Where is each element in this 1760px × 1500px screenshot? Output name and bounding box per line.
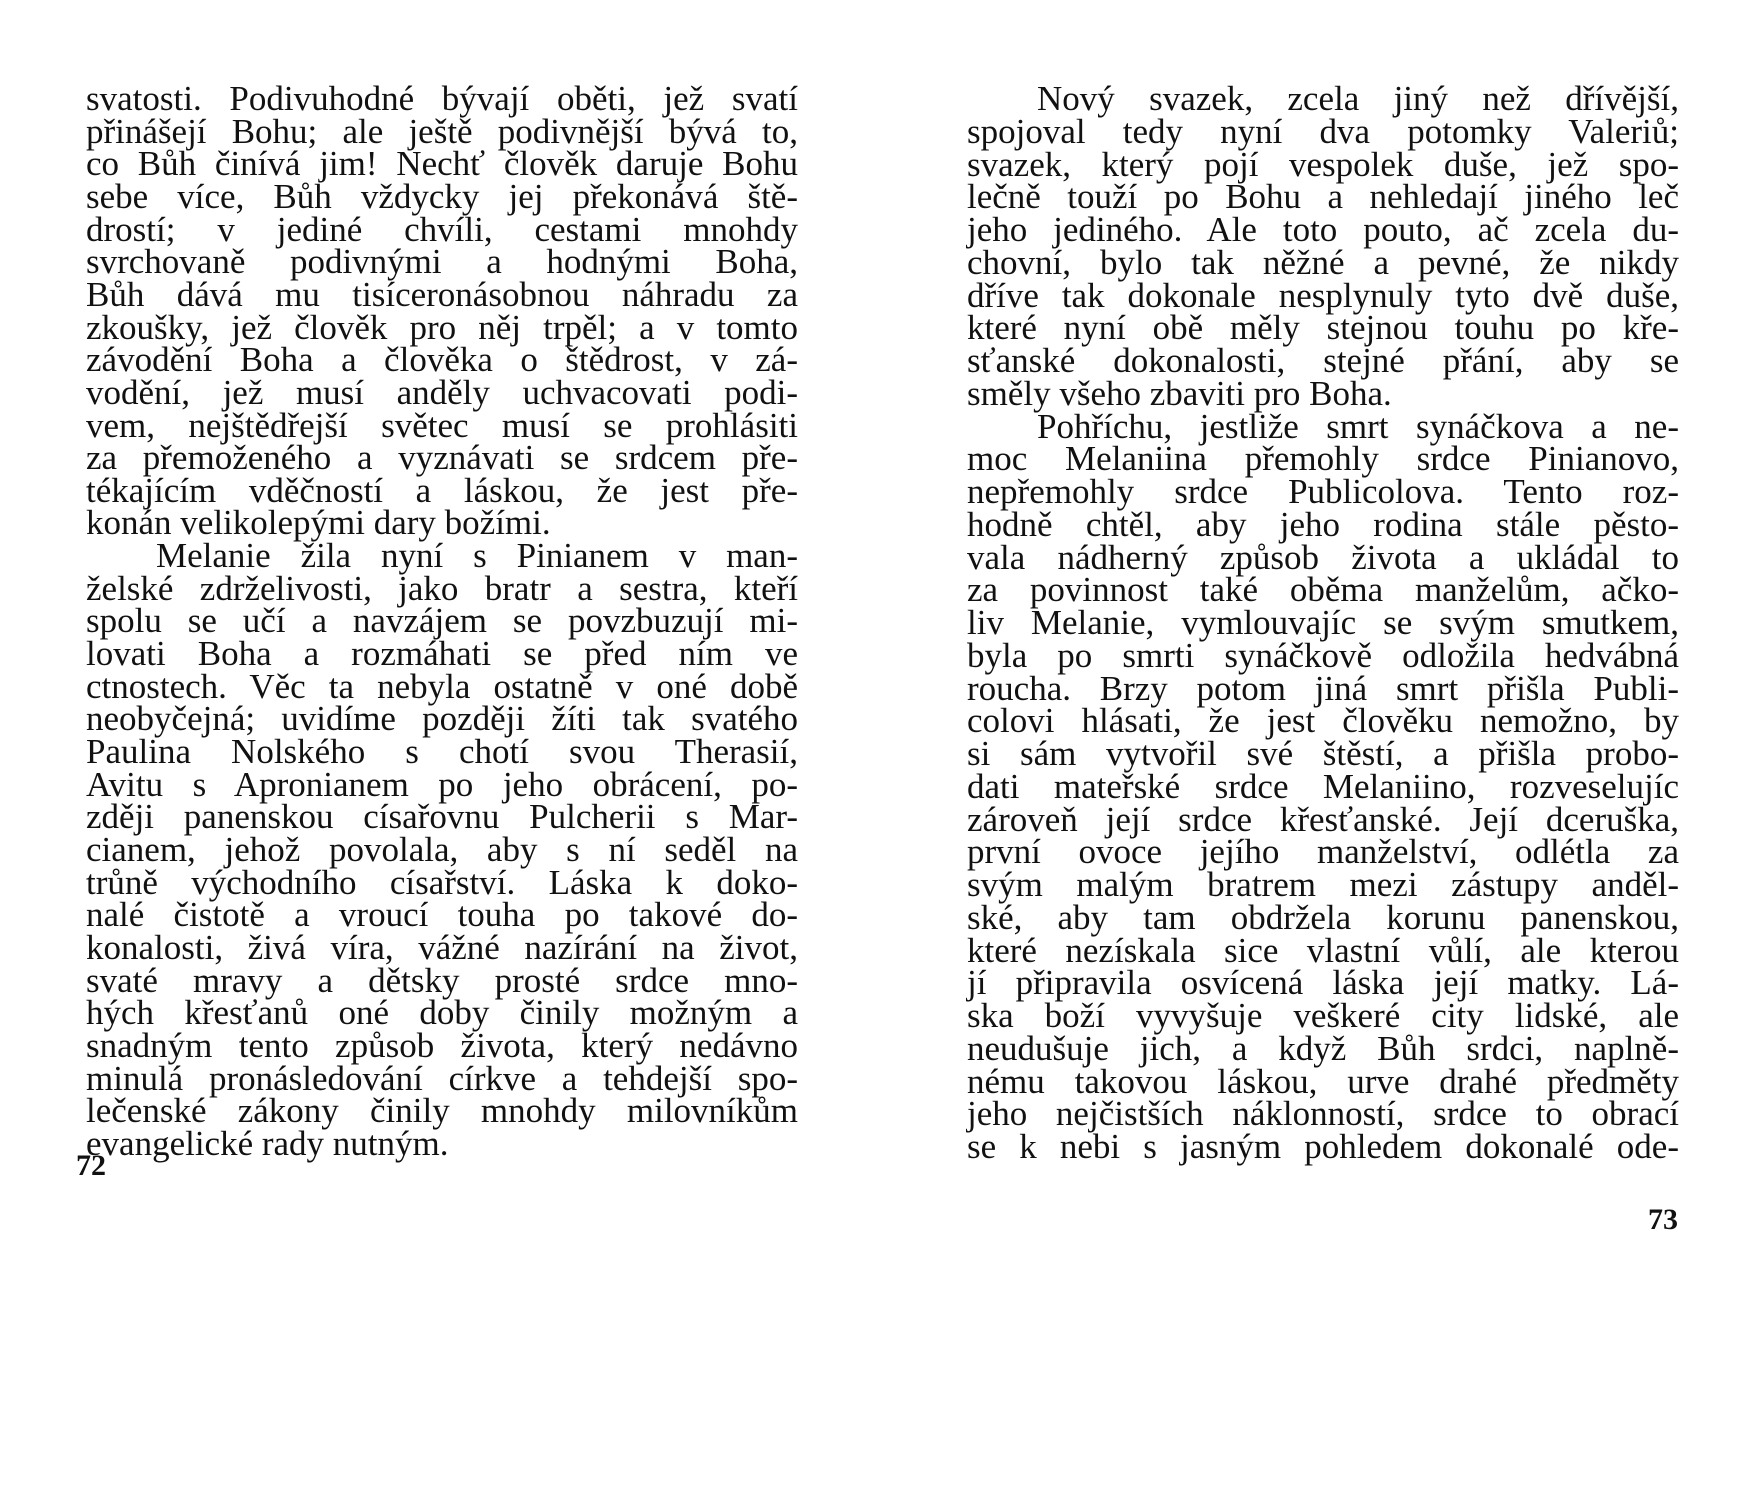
right-page-line: Pohříchu, jestliže smrt synáčkova a ne-: [1037, 406, 1679, 446]
right-page-line: ské, aby tam obdržela korunu panenskou,: [967, 897, 1679, 937]
right-page-line: se k nebi s jasným pohledem dokonalé ode-: [967, 1127, 1679, 1166]
right-page-line: neudušuje jich, a když Bůh srdci, naplně-: [967, 1028, 1679, 1068]
right-page-line: moc Melaniina přemohly srdce Pinianovo,: [967, 439, 1679, 479]
left-page-line: cianem, jehož povolala, aby s ní seděl na: [86, 829, 798, 869]
left-page-line: vodění, jež musí anděly uchvacovati podi-: [86, 372, 798, 412]
left-page-line: evangelické rady nutným.: [86, 1123, 449, 1163]
right-page-number: 73: [1648, 1203, 1678, 1236]
left-page-line: lovati Boha a rozmáhati se před ním ve: [86, 634, 798, 674]
left-page-line: lečenské zákony činily mnohdy milovníkům: [86, 1091, 798, 1131]
left-page-line: Avitu s Apronianem po jeho obrácení, po-: [86, 764, 798, 804]
right-page-line: nému takovou láskou, urve drahé předměty: [967, 1061, 1679, 1101]
left-page-line: neobyčejná; uvidíme později žíti tak svatého: [86, 699, 798, 739]
right-page-line: spojoval tedy nyní dva potomky Valeriů;: [967, 111, 1679, 151]
right-page-line: lečně touží po Bohu a nehledají jiného leč: [967, 177, 1679, 217]
right-page-line: dříve tak dokonale nesplynuly tyto dvě duše,: [967, 275, 1679, 315]
left-page-line: ctnostech. Věc ta nebyla ostatně v oné době: [86, 666, 798, 706]
left-page-line: hých křesťanů oné doby činily možným a: [86, 993, 798, 1033]
right-page-line: Nový svazek, zcela jiný než dřívější,: [1037, 79, 1679, 118]
left-page-line: konán velikolepými dary božími.: [86, 503, 551, 543]
right-page-line: liv Melanie, vymlouvajíc se svým smutkem,: [967, 603, 1679, 642]
right-page-line: vala nádherný způsob života a ukládal to: [967, 537, 1679, 577]
left-page-line: Melanie žila nyní s Pinianem v man-: [156, 536, 798, 576]
right-page-line: svým malým bratrem mezi zástupy anděl-: [967, 865, 1679, 904]
right-page-line: za povinnost také oběma manželům, ačko-: [967, 570, 1679, 610]
right-page-line: první ovoce jejího manželství, odlétla za: [967, 832, 1679, 872]
left-page-line: nalé čistotě a vroucí touha po takové do-: [86, 895, 798, 935]
right-page-line: které nyní obě měly stejnou touhu po kře-: [967, 308, 1679, 348]
left-page-line: vem, nejštědřejší světec musí se prohlásiti: [86, 405, 798, 445]
left-page-line: minulá pronásledování církve a tehdejší spo-: [86, 1058, 798, 1098]
left-page-line: želské zdrželivosti, jako bratr a sestra, kteří: [86, 568, 798, 608]
right-page-line: colovi hlásati, že jest člověku nemožno, by: [967, 701, 1679, 741]
right-page-line: dati mateřské srdce Melaniino, rozveselujíc: [967, 766, 1679, 806]
right-page-line: nepřemohly srdce Publicolova. Tento roz-: [967, 472, 1679, 511]
right-page-line: hodně chtěl, aby jeho rodina stále pěsto-: [967, 504, 1679, 544]
right-page-line: jeho jediného. Ale toto pouto, ač zcela du-: [967, 210, 1679, 249]
left-page-line: přinášejí Bohu; ale ještě podivnější bývá to,: [86, 111, 798, 151]
right-page-line: zároveň její srdce křesťanské. Její dceruška,: [967, 799, 1679, 839]
left-page-line: tékajícím vděčností a láskou, že jest pře-: [86, 470, 798, 510]
left-page-line: Bůh dává mu tisíceronásobnou náhradu za: [86, 274, 798, 314]
right-page-line: jí připravila osvícená láska její matky. Lá-: [967, 963, 1679, 1003]
left-page-line: zději panenskou císařovnu Pulcherii s Mar-: [86, 797, 798, 837]
left-page-line: svrchovaně podivnými a hodnými Boha,: [86, 242, 798, 282]
right-page-line: chovní, bylo tak něžné a pevné, že nikdy: [967, 242, 1679, 282]
left-page-line: svaté mravy a dětsky prosté srdce mno-: [86, 960, 798, 1000]
right-page-line: ska boží vyvyšuje veškeré city lidské, ale: [967, 996, 1679, 1035]
left-page-line: konalosti, živá víra, vážné nazírání na život,: [86, 927, 798, 967]
left-page-line: svatosti. Podivuhodné bývají oběti, jež svatí: [86, 79, 798, 118]
left-page-line: zkoušky, jež člověk pro něj trpěl; a v tomto: [86, 307, 798, 347]
right-page-line: jeho nejčistších náklonností, srdce to obrací: [967, 1094, 1679, 1134]
right-page-line: svazek, který pojí vespolek duše, jež spo-: [967, 144, 1679, 184]
left-page-line: závodění Boha a člověka o štědrost, v zá-: [86, 340, 798, 380]
left-page-line: trůně východního císařství. Láska k doko-: [86, 862, 798, 902]
right-page-line: byla po smrti synáčkově odložila hedvábná: [967, 635, 1679, 675]
left-page-line: spolu se učí a navzájem se povzbuzují mi-: [86, 601, 798, 641]
right-page-line: si sám vytvořil své štěstí, a přišla probo-: [967, 734, 1679, 773]
left-page-line: za přemoženého a vyznávati se srdcem pře-: [86, 438, 798, 478]
left-page-line: sebe více, Bůh vždycky jej překonává ště-: [86, 176, 798, 216]
left-page-line: Paulina Nolského s chotí svou Therasií,: [86, 732, 798, 771]
right-page-line: které nezískala sice vlastní vůlí, ale kterou: [967, 930, 1679, 970]
left-page-line: drostí; v jediné chvíli, cestami mnohdy: [86, 209, 798, 249]
right-page-line: směly všeho zbaviti pro Boha.: [967, 373, 1392, 413]
right-page-line: roucha. Brzy potom jiná smrt přišla Publi-: [967, 668, 1679, 708]
left-page-line: co Bůh činívá jim! Nechť člověk daruje Bohu: [86, 144, 798, 184]
left-page-line: snadným tento způsob života, který nedávno: [86, 1025, 798, 1065]
left-page-number: 72: [76, 1149, 106, 1182]
right-page-line: sťanské dokonalosti, stejné přání, aby se: [967, 341, 1679, 380]
